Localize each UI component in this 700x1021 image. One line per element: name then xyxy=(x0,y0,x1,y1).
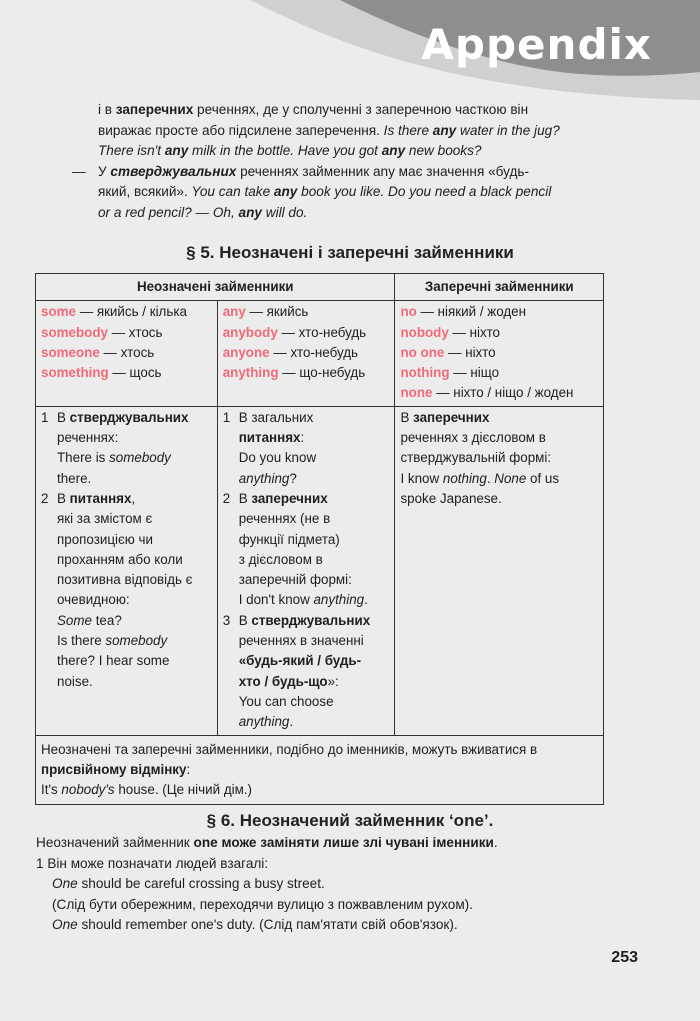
section-6-body: Неозначений займенник one може заміняти лише злі чувані іменники. 1 Він може позначати людей взагалі: One should be careful crossing a busy street. (Слід бути обережним, переходячи вулицю з пожвавленим рухом). One should remember one's duty. (Слід пам'ятати свій обов'язок). xyxy=(36,835,498,932)
section-5-title: § 5. Неозначені і заперечні займенники xyxy=(186,243,514,262)
no-forms-cell xyxy=(395,301,604,406)
any-usage-cell: 1 В загальних питаннях: Do you know anything? 2 В заперечних реченнях (не в функції підмета) з дієсловом в заперечній формі: I don't know anything. 3 В стверджувальних реченнях в значенні «будь-який / будь- хто / будь-що»: You can choose anything. xyxy=(217,406,395,735)
dash-list-item: — У стверджувальних реченнях займенник any має значення «будь- xyxy=(72,163,530,179)
list-item: someone — хтось xyxy=(41,344,155,360)
intro-text: і в заперечних реченнях, де у сполученні з заперечною часткою він виражає просте або підсилене заперечення. Is there any water in the jug? There isn't any milk in the bottle. Have you got any new books? — У стверджувальних реченнях займенник any має значення «будь- який, всякий». You can take any book you like. Do you need a black pencil or a red pencil? — Oh, any will do. xyxy=(66,100,626,223)
appendix-title: Appendix xyxy=(421,20,652,69)
any-forms-cell xyxy=(217,301,395,406)
some-forms-cell xyxy=(36,301,218,406)
some-usage-cell: 1 В стверджувальних реченнях: There is somebody there. 2 В питаннях, які за змістом є пропозицією чи проханням або коли позитивна відповідь є очевидною: Some tea? Is there somebody there? I hear some noise. xyxy=(36,406,218,735)
possessive-note-cell: Неозначені та заперечні займенники, подібно до іменників, можуть вживатися в присвійному відмінку: It's nobody's house. (Це нічий дім.) xyxy=(36,735,604,805)
list-item: something — щось xyxy=(41,365,162,381)
list-item: none — ніхто / ніщо / жоден xyxy=(400,385,574,401)
pronouns-table xyxy=(35,273,604,805)
list-item: anybody — хто-небудь xyxy=(222,324,367,340)
table-row-forms xyxy=(36,301,604,406)
list-item: anyone — хто-небудь xyxy=(222,344,358,360)
no-usage-cell: В заперечних реченнях з дієсловом в стверджувальній формі: I know nothing. None of us spoke Japanese. xyxy=(395,406,604,735)
list-item: no one — ніхто xyxy=(400,344,496,360)
page-number: 253 xyxy=(611,949,638,966)
header-negative: Заперечні займенники xyxy=(395,274,604,301)
table-row-usage xyxy=(36,406,604,735)
table-row-note xyxy=(36,735,604,805)
table-header-row xyxy=(36,274,604,301)
list-item: nobody — ніхто xyxy=(400,324,501,340)
section-6-title: § 6. Неозначений займенник ‘one’. xyxy=(206,811,494,830)
list-item: nothing — ніщо xyxy=(400,365,500,381)
list-item: some — якийсь / кілька xyxy=(41,304,187,320)
header-indefinite: Неозначені займенники xyxy=(36,274,395,301)
list-item: somebody — хтось xyxy=(41,324,163,340)
list-item: no — ніякий / жоден xyxy=(400,304,527,320)
list-item: anything — що-небудь xyxy=(222,365,366,381)
list-item: any — якийсь xyxy=(222,304,309,320)
